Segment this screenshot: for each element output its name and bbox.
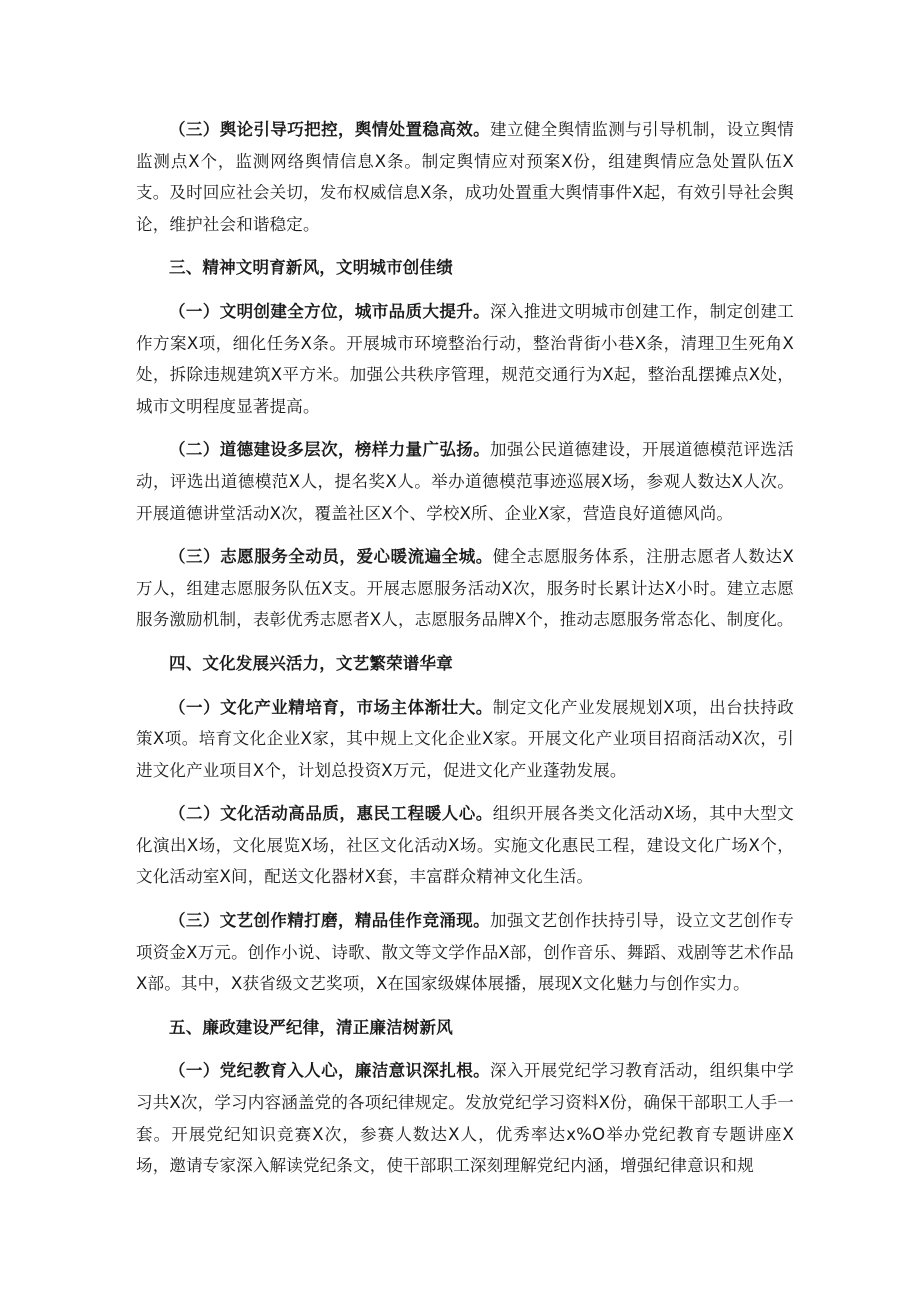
paragraph-lead: （二）道德建设多层次，榜样力量广弘扬。	[169, 440, 491, 460]
paragraph-text: 加强公民道德建设，开展道德模范评选活动，评选出道德模范X人，提名奖X人。举办道德模范事迹巡展X场，参观人数达X人次。开展道德讲堂活动X次，覆盖社区X个、学校X所、企业X家，营造良好道德风尚。	[136, 440, 794, 523]
paragraph-text: 健全志愿服务体系，注册志愿者人数达X万人，组建志愿服务队伍X支。开展志愿服务活动X次，服务时长累计达X小时。建立志愿服务激励机制，表彰优秀志愿者X人，志愿服务品牌X个，推动志愿服务常态化、制度化。	[136, 547, 794, 630]
paragraph-2	[136, 296, 794, 422]
document-body	[136, 114, 794, 1194]
paragraph-text: 制定文化产业发展规划X项，出台扶持政策X项。培育文化企业X家，其中规上文化企业X家。开展文化产业项目招商活动X次，引进文化产业项目X个，计划总投资X万元，促进文化产业蓬勃发展。	[136, 697, 794, 780]
paragraph-lead: （三）舆论引导巧把控，舆情处置稳高效。	[169, 120, 491, 139]
paragraph-text: 建立健全舆情监测与引导机制，设立舆情监测点X个，监测网络舆情信息X条。制定舆情应对预案X份，组建舆情应急处置队伍X支。及时回应社会关切，发布权威信息X条，成功处置重大舆情事件X起，有效引导社会舆论，维护社会和谐稳定。	[136, 120, 794, 234]
section-heading-4: 四、文化发展兴活力，文艺繁荣谱华章	[169, 653, 453, 673]
section-heading-3: 三、精神文明育新风，文明城市创佳绩	[169, 258, 453, 278]
paragraph-text: 加强文艺创作扶持引导，设立文艺创作专项资金X万元。创作小说、诗歌、散文等文学作品X部，创作音乐、舞蹈、戏剧等艺术作品X部。其中，X获省级文艺奖项，X在国家级媒体展播，展现X文化魅力与创作实力。	[136, 911, 794, 994]
paragraph-lead: （一）文明创建全方位，城市品质大提升。	[169, 301, 491, 321]
paragraph-text: 深入推进文明城市创建工作，制定创建工作方案X项，细化任务X条。开展城市环境整治行动，整治背街小巷X条，清理卫生死角X处，拆除违规建筑X平方米。加强公共秩序管理，规范交通行为X起，整治乱摆摊点X处，城市文明程度显著提高。	[136, 301, 794, 416]
paragraph-7	[136, 905, 794, 1000]
paragraph-lead: （三）志愿服务全动员，爱心暖流遍全城。	[169, 547, 493, 567]
paragraph-lead: （二）文化活动高品质，惠民工程暖人心。	[169, 804, 493, 824]
paragraph-lead: （一）党纪教育入人心，廉洁意识深扎根。	[169, 1061, 491, 1081]
paragraph-8	[136, 1055, 794, 1181]
paragraph-4	[136, 541, 794, 636]
paragraph-3	[136, 434, 794, 529]
paragraph-1	[136, 114, 794, 240]
paragraph-text: 深入开展党纪学习教育活动，组织集中学习共X次，学习内容涵盖党的各项纪律规定。发放党纪学习资料X份，确保干部职工人手一套。开展党纪知识竞赛X次，参赛人数达X人，优秀率达x%O举办党纪教育专题讲座X场，邀请专家深入解读党纪条文，使干部职工深刻理解党纪内涵，增强纪律意识和规	[136, 1061, 794, 1176]
paragraph-5	[136, 692, 794, 787]
paragraph-text: 组织开展各类文化活动X场，其中大型文化演出X场，文化展览X场，社区文化活动X场。实施文化惠民工程，建设文化广场X个，文化活动室X间，配送文化器材X套，丰富群众精神文化生活。	[136, 804, 794, 887]
paragraph-lead: （一）文化产业精培育，市场主体渐壮大。	[169, 697, 493, 717]
paragraph-6	[136, 798, 794, 893]
paragraph-lead: （三）文艺创作精打磨，精品佳作竞涌现。	[169, 911, 491, 931]
section-heading-5: 五、廉政建设严纪律，清正廉洁树新风	[169, 1017, 453, 1037]
